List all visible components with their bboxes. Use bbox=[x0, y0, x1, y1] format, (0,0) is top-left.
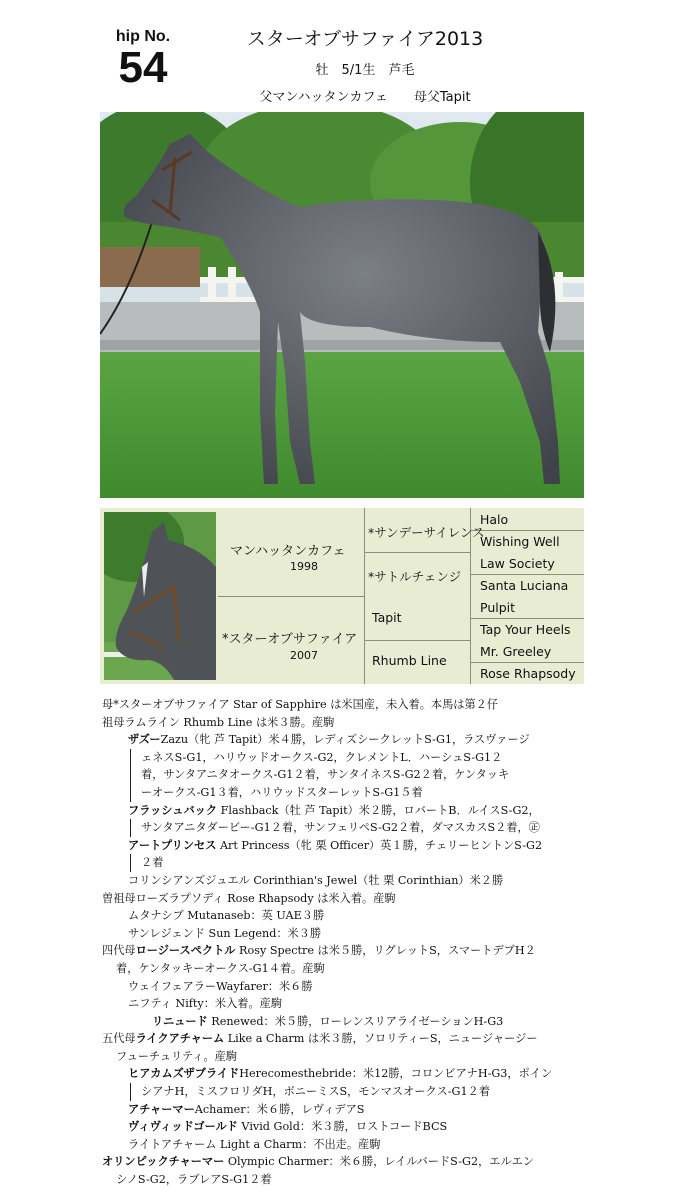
horse-parents: 父マンハッタンカフェ 母父Tapit bbox=[259, 90, 471, 105]
note-text: 祖母ラムライン Rhumb Line は米３勝。産駒 bbox=[102, 715, 335, 729]
note-horse-name: ヒアカムズザブライド bbox=[128, 1067, 240, 1081]
note-line bbox=[102, 802, 580, 820]
note-line bbox=[102, 731, 580, 749]
horse-photo bbox=[100, 112, 584, 498]
note-line bbox=[102, 1171, 580, 1189]
note-line bbox=[102, 942, 580, 960]
note-horse-name: アートプリンセス bbox=[128, 838, 217, 852]
note-text: サンタアニタダービー-G1２着，サンフェリペS-G2２着，ダマスカスS２着，㊣ bbox=[141, 821, 540, 835]
note-text: 着，ケンタッキーオークス-G1４着。産駒 bbox=[116, 961, 325, 975]
note-text: Renewed：米５勝，ローレンスリアライゼーションH-G3 bbox=[207, 1014, 504, 1028]
note-line bbox=[102, 1030, 580, 1048]
note-text: 着，サンタアニタオークス-G1２着，サンタイネスS-G2２着，ケンタッキ bbox=[141, 768, 510, 782]
note-text: Olympic Charmer：米６勝，レイルバードS-G2，エルエン bbox=[224, 1155, 535, 1169]
note-line bbox=[102, 890, 580, 908]
note-text: Flashback（牡 芦 Tapit）米２勝，ロバートB．ルイスS-G2， bbox=[217, 803, 540, 817]
note-horse-name: ヴィヴィッドゴールド bbox=[128, 1120, 238, 1134]
note-text: Like a Charm は米３勝，ソロリティーS，ニュージャージー bbox=[224, 1032, 538, 1046]
note-line bbox=[130, 784, 580, 802]
note-text: Achamer：米６勝，レヴィデアS bbox=[194, 1102, 365, 1116]
g3-ancestor: Halo bbox=[480, 512, 509, 527]
dam-dam: Rhumb Line bbox=[372, 653, 447, 668]
note-line bbox=[102, 1065, 580, 1083]
note-horse-name: リニュード bbox=[152, 1014, 208, 1028]
note-text: Rosy Spectre は米５勝，リグレットS，スマートデブH２ bbox=[235, 944, 536, 958]
sire-name: マンハッタンカフェ bbox=[230, 544, 346, 559]
family-notes bbox=[102, 696, 580, 1189]
note-text: ムタナシブ Mutanaseb：英 UAE３勝 bbox=[128, 909, 325, 923]
g3-ancestor: Mr. Greeley bbox=[480, 644, 552, 659]
note-prefix: 四代母 bbox=[102, 944, 136, 958]
g3-ancestor: Santa Luciana bbox=[480, 578, 569, 593]
note-horse-name: オリンピックチャーマー bbox=[102, 1155, 225, 1169]
note-line bbox=[130, 749, 580, 767]
note-text: ニフティ Nifty：米入着。産駒 bbox=[128, 997, 283, 1011]
horse-header bbox=[200, 24, 530, 105]
g3-ancestor: Rose Rhapsody bbox=[480, 666, 576, 681]
note-text: Art Princess（牝 栗 Officer）英１勝，チェリーヒントンS-G2 bbox=[216, 838, 543, 852]
hip-label: hip No. bbox=[115, 28, 171, 45]
note-text: Herecomesthebride：米12勝，コロンビアナH-G3，ポイン bbox=[239, 1067, 553, 1081]
sire-dam: *サトルチェンジ bbox=[368, 569, 462, 584]
note-horse-name: ザズー bbox=[128, 733, 161, 747]
g3-ancestor: Law Society bbox=[480, 556, 555, 571]
note-line bbox=[102, 1013, 580, 1031]
pedigree-photo bbox=[104, 512, 216, 680]
note-text: 母*スターオブサファイア Star of Sapphire は米国産，未入着。本馬は第２仔 bbox=[102, 698, 499, 711]
note-line bbox=[102, 837, 580, 855]
note-line bbox=[102, 995, 580, 1013]
note-horse-name: アチャーマー bbox=[128, 1102, 195, 1116]
note-line bbox=[102, 978, 580, 996]
note-text: コリンシアンズジュエル Corinthian's Jewel（牡 栗 Corinthian）米２勝 bbox=[128, 873, 504, 887]
note-text: ーオークス-G1３着，ハリウッドスターレットS-G1５着 bbox=[141, 785, 423, 799]
hip-number-block bbox=[113, 28, 173, 90]
sire-sire: *サンデーサイレンス bbox=[368, 525, 485, 540]
note-horse-name: フラッシュバック bbox=[128, 803, 218, 817]
note-text: 曽祖母ローズラプソディ Rose Rhapsody は米入着。産駒 bbox=[102, 891, 396, 905]
sire-year: 1998 bbox=[290, 560, 318, 573]
dam-sire: Tapit bbox=[372, 610, 402, 625]
note-text: シアナH，ミスフロリダH，ボニーミスS，モンマスオークス-G1２着 bbox=[141, 1085, 490, 1099]
note-line bbox=[102, 714, 580, 732]
note-horse-name: ライクアチャーム bbox=[135, 1032, 225, 1046]
g3-ancestor: Wishing Well bbox=[480, 534, 560, 549]
note-line bbox=[130, 766, 580, 784]
note-text: ェネスS-G1，ハリウッドオークス-G2，クレメントL．ハーシュS-G1２ bbox=[141, 750, 503, 764]
note-line bbox=[102, 1136, 580, 1154]
note-line bbox=[102, 696, 580, 714]
note-text: ウェイフェアラーWayfarer：米６勝 bbox=[128, 979, 313, 993]
note-text: Vivid Gold：米３勝，ロストコードBCS bbox=[237, 1120, 448, 1134]
note-line bbox=[102, 1153, 580, 1171]
note-text: Zazu（牝 芦 Tapit）米４勝，レディズシークレットS-G1，ラスヴァージ bbox=[160, 733, 530, 747]
note-horse-name: ロージースペクトル bbox=[135, 944, 236, 958]
note-line bbox=[102, 1101, 580, 1119]
note-line bbox=[102, 872, 580, 890]
note-prefix: 五代母 bbox=[102, 1032, 136, 1046]
note-text: ライトアチャーム Light a Charm：不出走。産駒 bbox=[128, 1137, 381, 1151]
note-line bbox=[102, 960, 580, 978]
note-line bbox=[102, 925, 580, 943]
horse-details: 牡 5/1生 芦毛 bbox=[315, 63, 415, 78]
dam-year: 2007 bbox=[290, 649, 318, 662]
note-line bbox=[102, 907, 580, 925]
note-line bbox=[102, 1118, 580, 1136]
note-text: サンレジェンド Sun Legend：米３勝 bbox=[128, 926, 322, 940]
dam-name: *スターオブサファイア bbox=[222, 632, 358, 647]
note-line bbox=[130, 1083, 580, 1101]
note-text: フューチュリティ。産駒 bbox=[116, 1049, 238, 1063]
g3-ancestor: Tap Your Heels bbox=[480, 622, 571, 637]
g3-ancestor: Pulpit bbox=[480, 600, 516, 615]
note-line bbox=[130, 854, 580, 872]
note-text: シノS-G2，ラブレアS-G1２着 bbox=[116, 1173, 272, 1187]
note-text: ２着 bbox=[141, 856, 164, 870]
hip-number: 54 bbox=[118, 43, 168, 92]
horse-name: スターオブサファイア2013 bbox=[246, 28, 484, 50]
pedigree-table bbox=[100, 508, 584, 684]
note-line bbox=[130, 819, 580, 837]
note-line bbox=[102, 1048, 580, 1066]
